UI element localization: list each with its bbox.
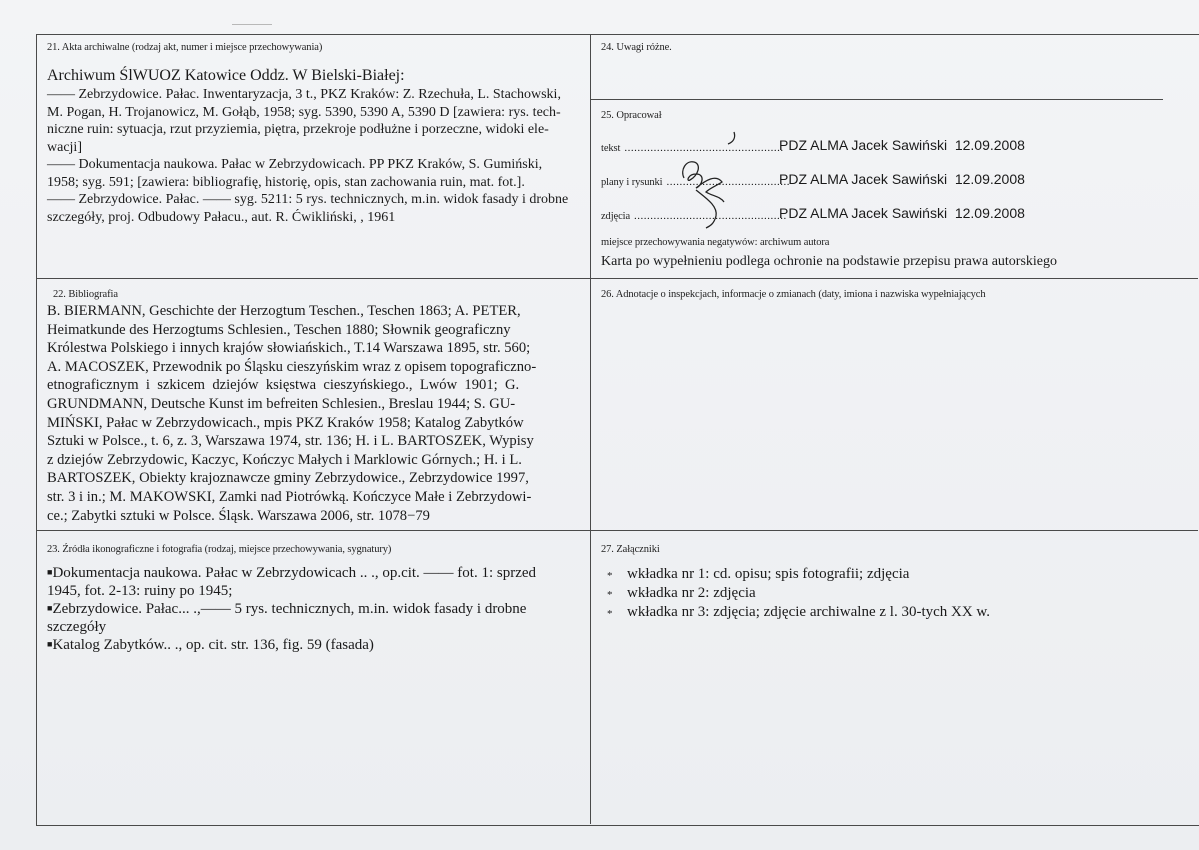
archive-line: 1958; syg. 591; [zawiera: bibliografię, historię, opis, stan zachowania ruin, mat. fot.]. xyxy=(47,174,525,190)
attachment-item: * wkładka nr 1: cd. opisu; spis fotografii; zdjęcia xyxy=(607,566,1191,585)
asterisk-icon: * xyxy=(607,589,613,601)
iconography-item: ■Dokumentacja naukowa. Pałac w Zebrzydowicach .. ., op.cit. —— fot. 1: sprzed xyxy=(47,565,537,581)
bibliography-line: BARTOSZEK, Obiekty krajoznawcze gminy Zebrzydowice., Zebrzydowice 1997, xyxy=(47,470,529,487)
archive-line: M. Pogan, H. Trojanowicz, M. Gołąb, 1958; syg. 5390, 5390 A, 5390 D [zawiera: rys. tech- xyxy=(47,104,561,120)
section-23 xyxy=(47,544,587,655)
bibliography-line: etnograficznym i szkicem dziejów księstwa cieszyńskiego., Lwów 1901; G. xyxy=(47,377,520,394)
archive-line: —— Zebrzydowice. Pałac. —— syg. 5211: 5 rys. technicznych, m.in. widok fasady i drobne xyxy=(47,192,569,207)
copyright-note: Karta po wypełnieniu podlega ochronie na podstawie przepisu prawa autorskiego xyxy=(601,254,1058,269)
author-row-text: tekst ................................................. xyxy=(601,142,784,154)
archive-line: niczne ruin: sytuacja, rzut przyziemia, piętra, przekroje podłużne i porzeczne, widoki ele- xyxy=(47,122,549,137)
section-24 xyxy=(601,42,672,53)
author-row-value: PDZ ALMA Jacek Sawiński 12.09.2008 xyxy=(779,171,1025,187)
iconography-item: ■Katalog Zabytków.. ., op. cit. str. 136, fig. 59 (fasada) xyxy=(47,637,374,653)
bibliography-line: GRUNDMANN, Deutsche Kunst im befreiten Schlesien., Breslau 1944; S. GU- xyxy=(47,395,516,412)
section-27-label: 27. Załączniki xyxy=(601,544,660,555)
author-row-key: plany i rysunki xyxy=(601,177,663,188)
author-row-plans: plany i rysunki ...................................... xyxy=(601,176,790,188)
bibliography-line: A. MACOSZEK, Przewodnik po Śląsku cieszyńskim wraz z opisem topograficzno- xyxy=(47,358,537,375)
divider-row1-row2 xyxy=(36,278,1198,279)
author-row-photos: zdjęcia ............................................... xyxy=(601,210,787,222)
section-24-label: 24. Uwagi różne. xyxy=(601,42,672,53)
author-row-value: PDZ ALMA Jacek Sawiński 12.09.2008 xyxy=(779,205,1025,221)
archive-line: —— Dokumentacja naukowa. Pałac w Zebrzydowicach. PP PKZ Kraków, S. Gumiński, xyxy=(47,157,543,172)
section-23-label: 23. Źródła ikonograficzne i fotografia (rodzaj, miejsce przechowywania, sygnatury) xyxy=(47,544,392,555)
divider-24-25 xyxy=(590,99,1163,100)
section-26-label: 26. Adnotacje o inspekcjach, informacje o zmianach (daty, imiona i nazwiska wypełniających xyxy=(601,289,986,300)
iconography-item: ■Zebrzydowice. Pałac... .,—— 5 rys. technicznych, m.in. widok fasady i drobne xyxy=(47,601,527,617)
archive-line: wacji] xyxy=(47,139,82,155)
section-27 xyxy=(601,544,1191,623)
author-row-key: tekst xyxy=(601,143,621,154)
section-21-label: 21. Akta archiwalne (rodzaj akt, numer i miejsce przechowywania) xyxy=(47,42,323,53)
divider-row2-row3 xyxy=(36,530,1198,531)
bibliography-line: ce.; Zabytki sztuki w Polsce. Śląsk. Warszawa 2006, str. 1078−79 xyxy=(47,507,430,524)
section-25-label: 25. Opracował xyxy=(601,110,662,121)
scan-mark xyxy=(232,24,272,25)
archive-heading: Archiwum ŚlWUOZ Katowice Oddz. W Bielski-Białej: xyxy=(47,67,405,84)
section-21 xyxy=(47,42,587,226)
section-25 xyxy=(601,110,1191,121)
section-22-label: 22. Bibliografia xyxy=(53,289,118,300)
author-row-value: PDZ ALMA Jacek Sawiński 12.09.2008 xyxy=(779,137,1025,153)
bibliography-line: str. 3 i in.; M. MAKOWSKI, Zamki nad Piotrówką. Kończyce Małe i Zebrzydowi- xyxy=(47,488,532,505)
handwritten-signature xyxy=(676,130,746,230)
asterisk-icon: * xyxy=(607,608,613,620)
asterisk-icon: * xyxy=(607,570,613,582)
bibliography-line: Heimatkunde des Herzogtums Schlesien., Teschen 1880; Słownik geograficzny xyxy=(47,321,511,338)
bibliography-line: Sztuki w Polsce., t. 6, z. 3, Warszawa 1974, str. 136; H. i L. BARTOSZEK, Wypisy xyxy=(47,433,534,450)
bibliography-line: Królestwa Polskiego i innych krajów słowiańskich., T.14 Warszawa 1895, str. 560; xyxy=(47,340,531,357)
author-row-key: zdjęcia xyxy=(601,211,631,222)
archive-line: szczegóły, proj. Odbudowy Pałacu., aut. R. Ćwikliński, , 1961 xyxy=(47,209,396,225)
negatives-location: miejsce przechowywania negatywów: archiwum autora xyxy=(601,237,830,248)
iconography-line: 1945, fot. 2-13: ruiny po 1945; xyxy=(47,582,233,599)
bibliography-line: B. BIERMANN, Geschichte der Herzogtum Teschen., Teschen 1863; A. PETER, xyxy=(47,303,521,319)
section-26 xyxy=(601,289,1191,300)
bibliography-line: MIŃSKI, Pałac w Zebrzydowicach., mpis PKZ Kraków 1958; Katalog Zabytków xyxy=(47,414,524,431)
archive-line: —— Zebrzydowice. Pałac. Inwentaryzacja, 3 t., PKZ Kraków: Z. Rzechuła, L. Stachowski, xyxy=(47,87,561,102)
iconography-line: szczegóły xyxy=(47,618,107,635)
column-divider xyxy=(590,34,591,824)
attachment-item: * wkładka nr 3: zdjęcia; zdjęcie archiwalne z l. 30-tych XX w. xyxy=(607,604,1191,623)
section-22 xyxy=(47,289,587,525)
attachment-item: * wkładka nr 2: zdjęcia xyxy=(607,585,1191,604)
bibliography-line: z dziejów Zebrzydowic, Kaczyc, Kończyc Małych i Marklowic Górnych.; H. i L. xyxy=(47,451,522,468)
